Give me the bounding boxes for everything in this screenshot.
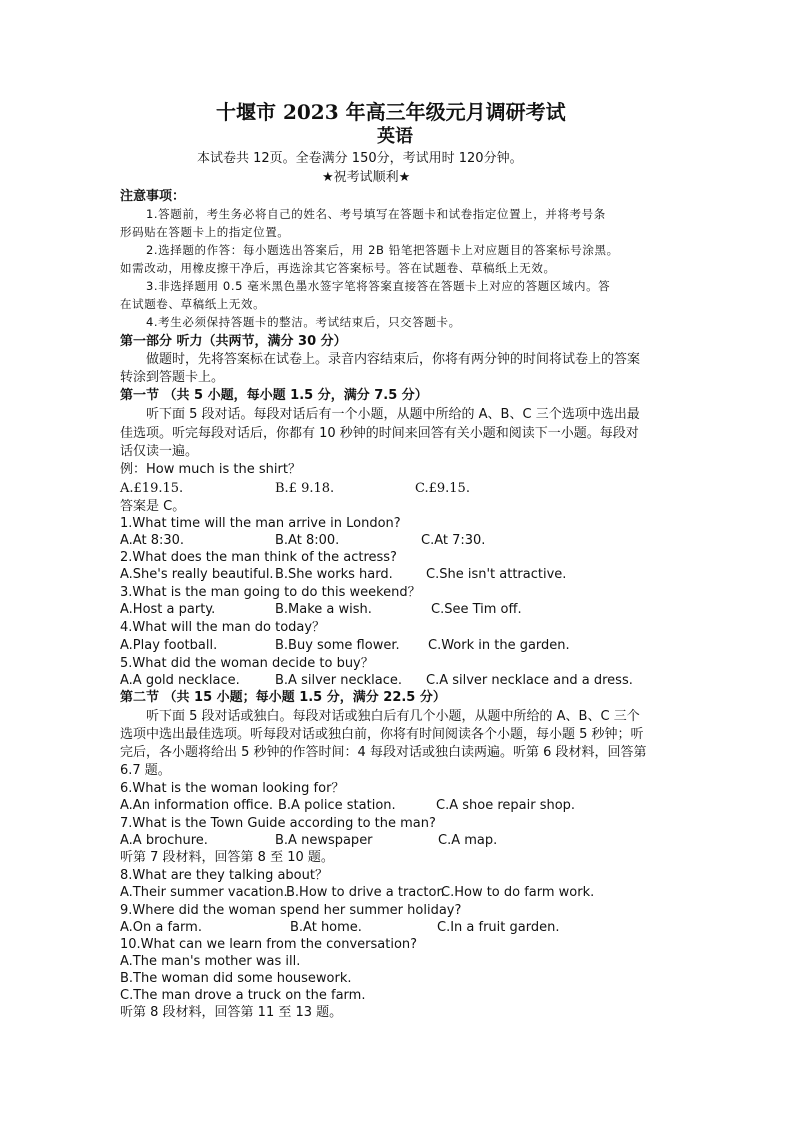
q1-option-b: B.At 8:00. [275, 533, 340, 548]
example-answer: 答案是 C。 [120, 499, 186, 514]
note-4: 4.考生必须保持答题卡的整洁。考试结束后，只交答题卡。 [146, 315, 461, 329]
material-7-instruction: 听第 7 段材料，回答第 8 至 10 题。 [120, 850, 334, 865]
q3-option-b: B.Make a wish. [275, 602, 372, 617]
q9-option-b: B.At home. [290, 920, 362, 935]
section1-intro-a: 听下面 5 段对话。每段对话后有一个小题，从题中所给的 A、B、C 三个选项中选出最 [146, 407, 640, 422]
question-1: 1.What time will the man arrive in London? [120, 516, 401, 531]
q7-option-b: B.A newspaper [275, 833, 373, 848]
q2-option-a: A.She's really beautiful. [120, 567, 274, 582]
q6-option-a: A.An information office. [120, 798, 274, 813]
q6-option-c: C.A shoe repair shop. [436, 798, 576, 813]
exam-title: 十堰市 2023 年高三年级元月调研考试 [216, 100, 566, 124]
question-8: 8.What are they talking about？ [120, 868, 328, 883]
question-9: 9.Where did the woman spend her summer holiday? [120, 903, 462, 918]
q10-option-c: C.The man drove a truck on the farm. [120, 988, 366, 1003]
q7-option-c: C.A map. [438, 833, 498, 848]
part1-heading: 第一部分 听力（共两节，满分 30 分） [120, 334, 347, 349]
note-3a: 3.非选择题用 0.5 毫米黑色墨水签字笔将答案直接答在答题卡上对应的答题区域内。答 [146, 279, 611, 293]
q10-option-a: A.The man's mother was ill. [120, 954, 301, 969]
q8-option-a: A.Their summer vacation. [120, 885, 288, 900]
example-option-c: C.£9.15. [415, 481, 470, 496]
exam-info: 本试卷共 12页。全卷满分 150分，考试用时 120分钟。 [197, 151, 523, 166]
q10-option-b: B.The woman did some housework. [120, 971, 352, 986]
q2-option-c: C.She isn't attractive. [426, 567, 567, 582]
note-1b: 形码贴在答题卡上的指定位置。 [120, 225, 290, 239]
q8-option-b: B.How to drive a tractor. [286, 885, 445, 900]
question-3: 3.What is the man going to do this weekend？ [120, 585, 421, 600]
question-10: 10.What can we learn from the conversation? [120, 937, 418, 952]
q4-option-a: A.Play football. [120, 638, 218, 653]
notes-heading: 注意事项： [120, 189, 186, 204]
question-5: 5.What did the woman decide to buy？ [120, 656, 374, 671]
example-option-b: B.£ 9.18. [275, 481, 335, 496]
example-question: 例：How much is the shirt？ [120, 462, 301, 477]
q5-option-b: B.A silver necklace. [275, 673, 403, 688]
section2-intro-d: 6.7 题。 [120, 763, 171, 778]
section2-intro-b: 选项中选出最佳选项。听每段对话或独白前，你将有时间阅读各个小题，每小题 5 秒钟；听 [120, 727, 644, 742]
note-2a: 2.选择题的作答：每小题选出答案后，用 2B 铅笔把答题卡上对应题目的答案标号涂黑。 [146, 243, 619, 257]
q1-option-a: A.At 8:30. [120, 533, 185, 548]
section2-heading: 第二节 （共 15 小题；每小题 1.5 分，满分 22.5 分） [120, 690, 446, 705]
q4-option-c: C.Work in the garden. [428, 638, 570, 653]
subject-title: 英语 [377, 126, 413, 147]
material-8-instruction: 听第 8 段材料，回答第 11 至 13 题。 [120, 1005, 343, 1020]
section1-heading: 第一节 （共 5 小题，每小题 1.5 分，满分 7.5 分） [120, 388, 428, 403]
question-6: 6.What is the woman looking for？ [120, 781, 345, 796]
q6-option-b: B.A police station. [278, 798, 396, 813]
section1-intro-c: 话仅读一遍。 [120, 444, 199, 459]
q7-option-a: A.A brochure. [120, 833, 208, 848]
note-3b: 在试题卷、草稿纸上无效。 [120, 297, 266, 311]
q1-option-c: C.At 7:30. [421, 533, 486, 548]
q5-option-c: C.A silver necklace and a dress. [426, 673, 633, 688]
q9-option-a: A.On a farm. [120, 920, 202, 935]
q3-option-c: C.See Tim off. [431, 602, 522, 617]
question-7: 7.What is the Town Guide according to the man? [120, 816, 436, 831]
part1-intro-b: 转涂到答题卡上。 [120, 370, 225, 385]
section2-intro-a: 听下面 5 段对话或独白。每段对话或独白后有几个小题，从题中所给的 A、B、C 三个 [146, 709, 640, 724]
q4-option-b: B.Buy some flower. [275, 638, 400, 653]
q9-option-c: C.In a fruit garden. [437, 920, 560, 935]
note-1a: 1.答题前，考生务必将自己的姓名、考号填写在答题卡和试卷指定位置上，并将考号条 [146, 207, 606, 221]
section2-intro-c: 完后，各小题将给出 5 秒钟的作答时间：4 每段对话或独白读两遍。听第 6 段材料，回答第 [120, 745, 647, 760]
section1-intro-b: 佳选项。听完每段对话后，你都有 10 秒钟的时间来回答有关小题和阅读下一小题。每段对 [120, 426, 639, 441]
q2-option-b: B.She works hard. [275, 567, 393, 582]
part1-intro-a: 做题时，先将答案标在试卷上。录音内容结束后，你将有两分钟的时间将试卷上的答案 [146, 352, 641, 367]
q8-option-c: C.How to do farm work. [441, 885, 595, 900]
example-option-a: A.£19.15. [120, 481, 184, 496]
q5-option-a: A.A gold necklace. [120, 673, 240, 688]
blessing: ★祝考试顺利★ [322, 170, 411, 185]
note-2b: 如需改动，用橡皮擦干净后，再选涂其它答案标号。答在试题卷、草稿纸上无效。 [120, 261, 556, 275]
question-4: 4.What will the man do today？ [120, 620, 326, 635]
question-2: 2.What does the man think of the actress? [120, 550, 397, 565]
q3-option-a: A.Host a party. [120, 602, 216, 617]
